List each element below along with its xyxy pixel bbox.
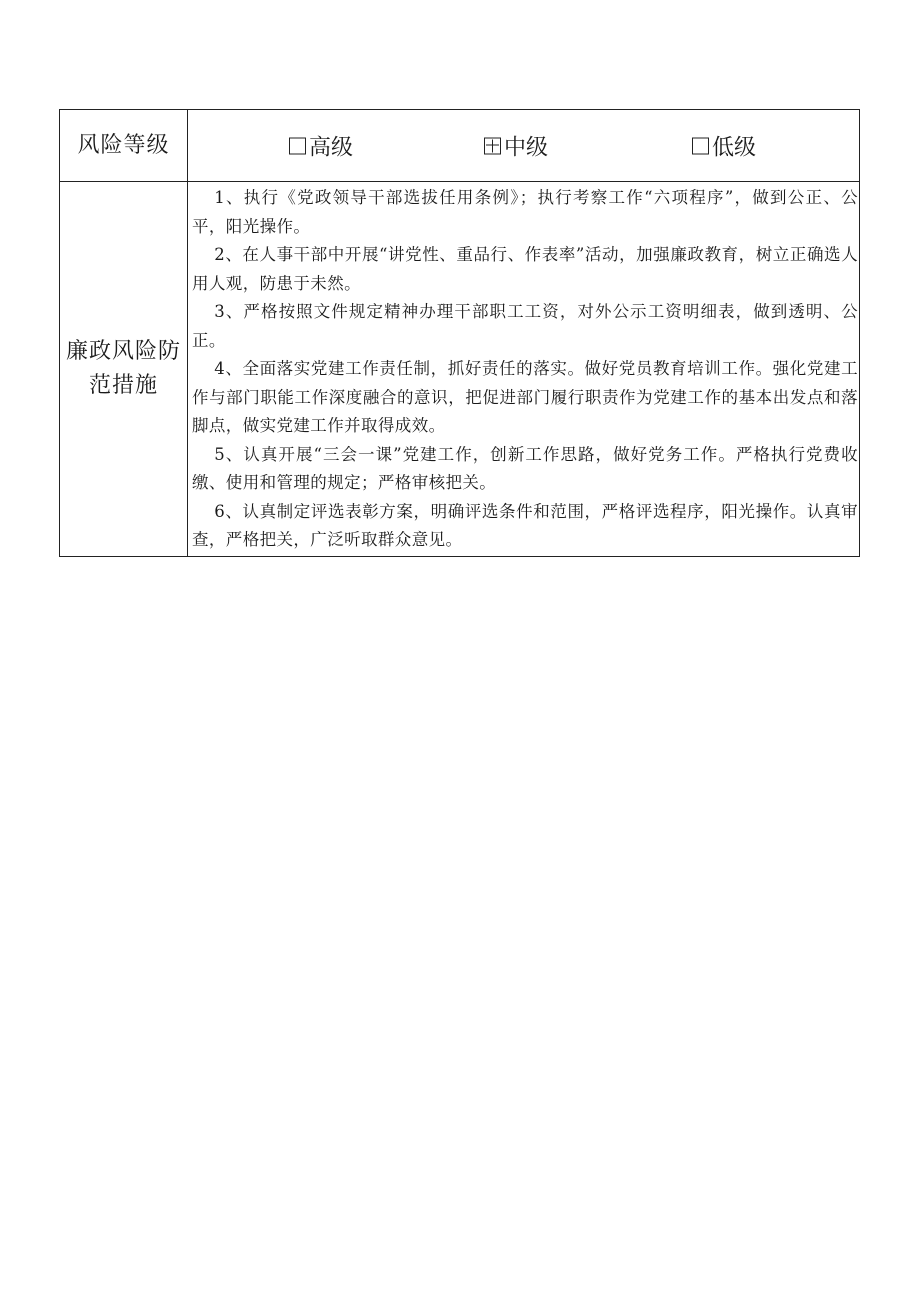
measures-content	[188, 182, 860, 557]
level-option-label: 高级	[309, 135, 354, 160]
checkbox-checked-icon[interactable]	[484, 137, 501, 154]
risk-level-row	[60, 110, 860, 182]
level-option-label: 低级	[712, 135, 757, 160]
measure-item: 1、执行《党政领导干部选拔任用条例》；执行考察工作“六项程序”，做到公正、公平，阳光操作。	[192, 188, 858, 236]
risk-level-label: 风险等级	[60, 110, 188, 182]
measure-item: 5、认真开展“三会一课”党建工作，创新工作思路，做好党务工作。严格执行党费收缴、使用和管理的规定；严格审核把关。	[192, 444, 858, 492]
measure-item: 6、认真制定评选表彰方案，明确评选条件和范围，严格评选程序，阳光操作。认真审查，严格把关，广泛听取群众意见。	[192, 501, 858, 549]
measure-item: 4、全面落实党建工作责任制，抓好责任的落实。做好党员教育培训工作。强化党建工作与部门职能工作深度融合的意识，把促进部门履行职责作为党建工作的基本出发点和落脚点，做实党建工作并取得成效。	[192, 359, 858, 435]
risk-table	[59, 109, 860, 557]
level-option-low[interactable]	[692, 130, 756, 161]
risk-level-options	[188, 110, 860, 182]
level-option-label: 中级	[504, 135, 549, 160]
checkbox-unchecked-icon[interactable]	[692, 137, 709, 154]
measures-label-line1: 廉政风险防	[65, 338, 181, 364]
measures-label	[60, 182, 188, 557]
level-option-high[interactable]	[289, 130, 353, 161]
measures-row	[60, 182, 860, 557]
measure-item: 2、在人事干部中开展“讲党性、重品行、作表率”活动，加强廉政教育，树立正确选人用人观，防患于未然。	[192, 245, 858, 293]
checkbox-unchecked-icon[interactable]	[289, 137, 306, 154]
level-option-mid[interactable]	[484, 130, 548, 161]
measures-label-line2: 范措施	[88, 372, 158, 398]
measure-item: 3、严格按照文件规定精神办理干部职工工资，对外公示工资明细表，做到透明、公正。	[192, 302, 858, 350]
